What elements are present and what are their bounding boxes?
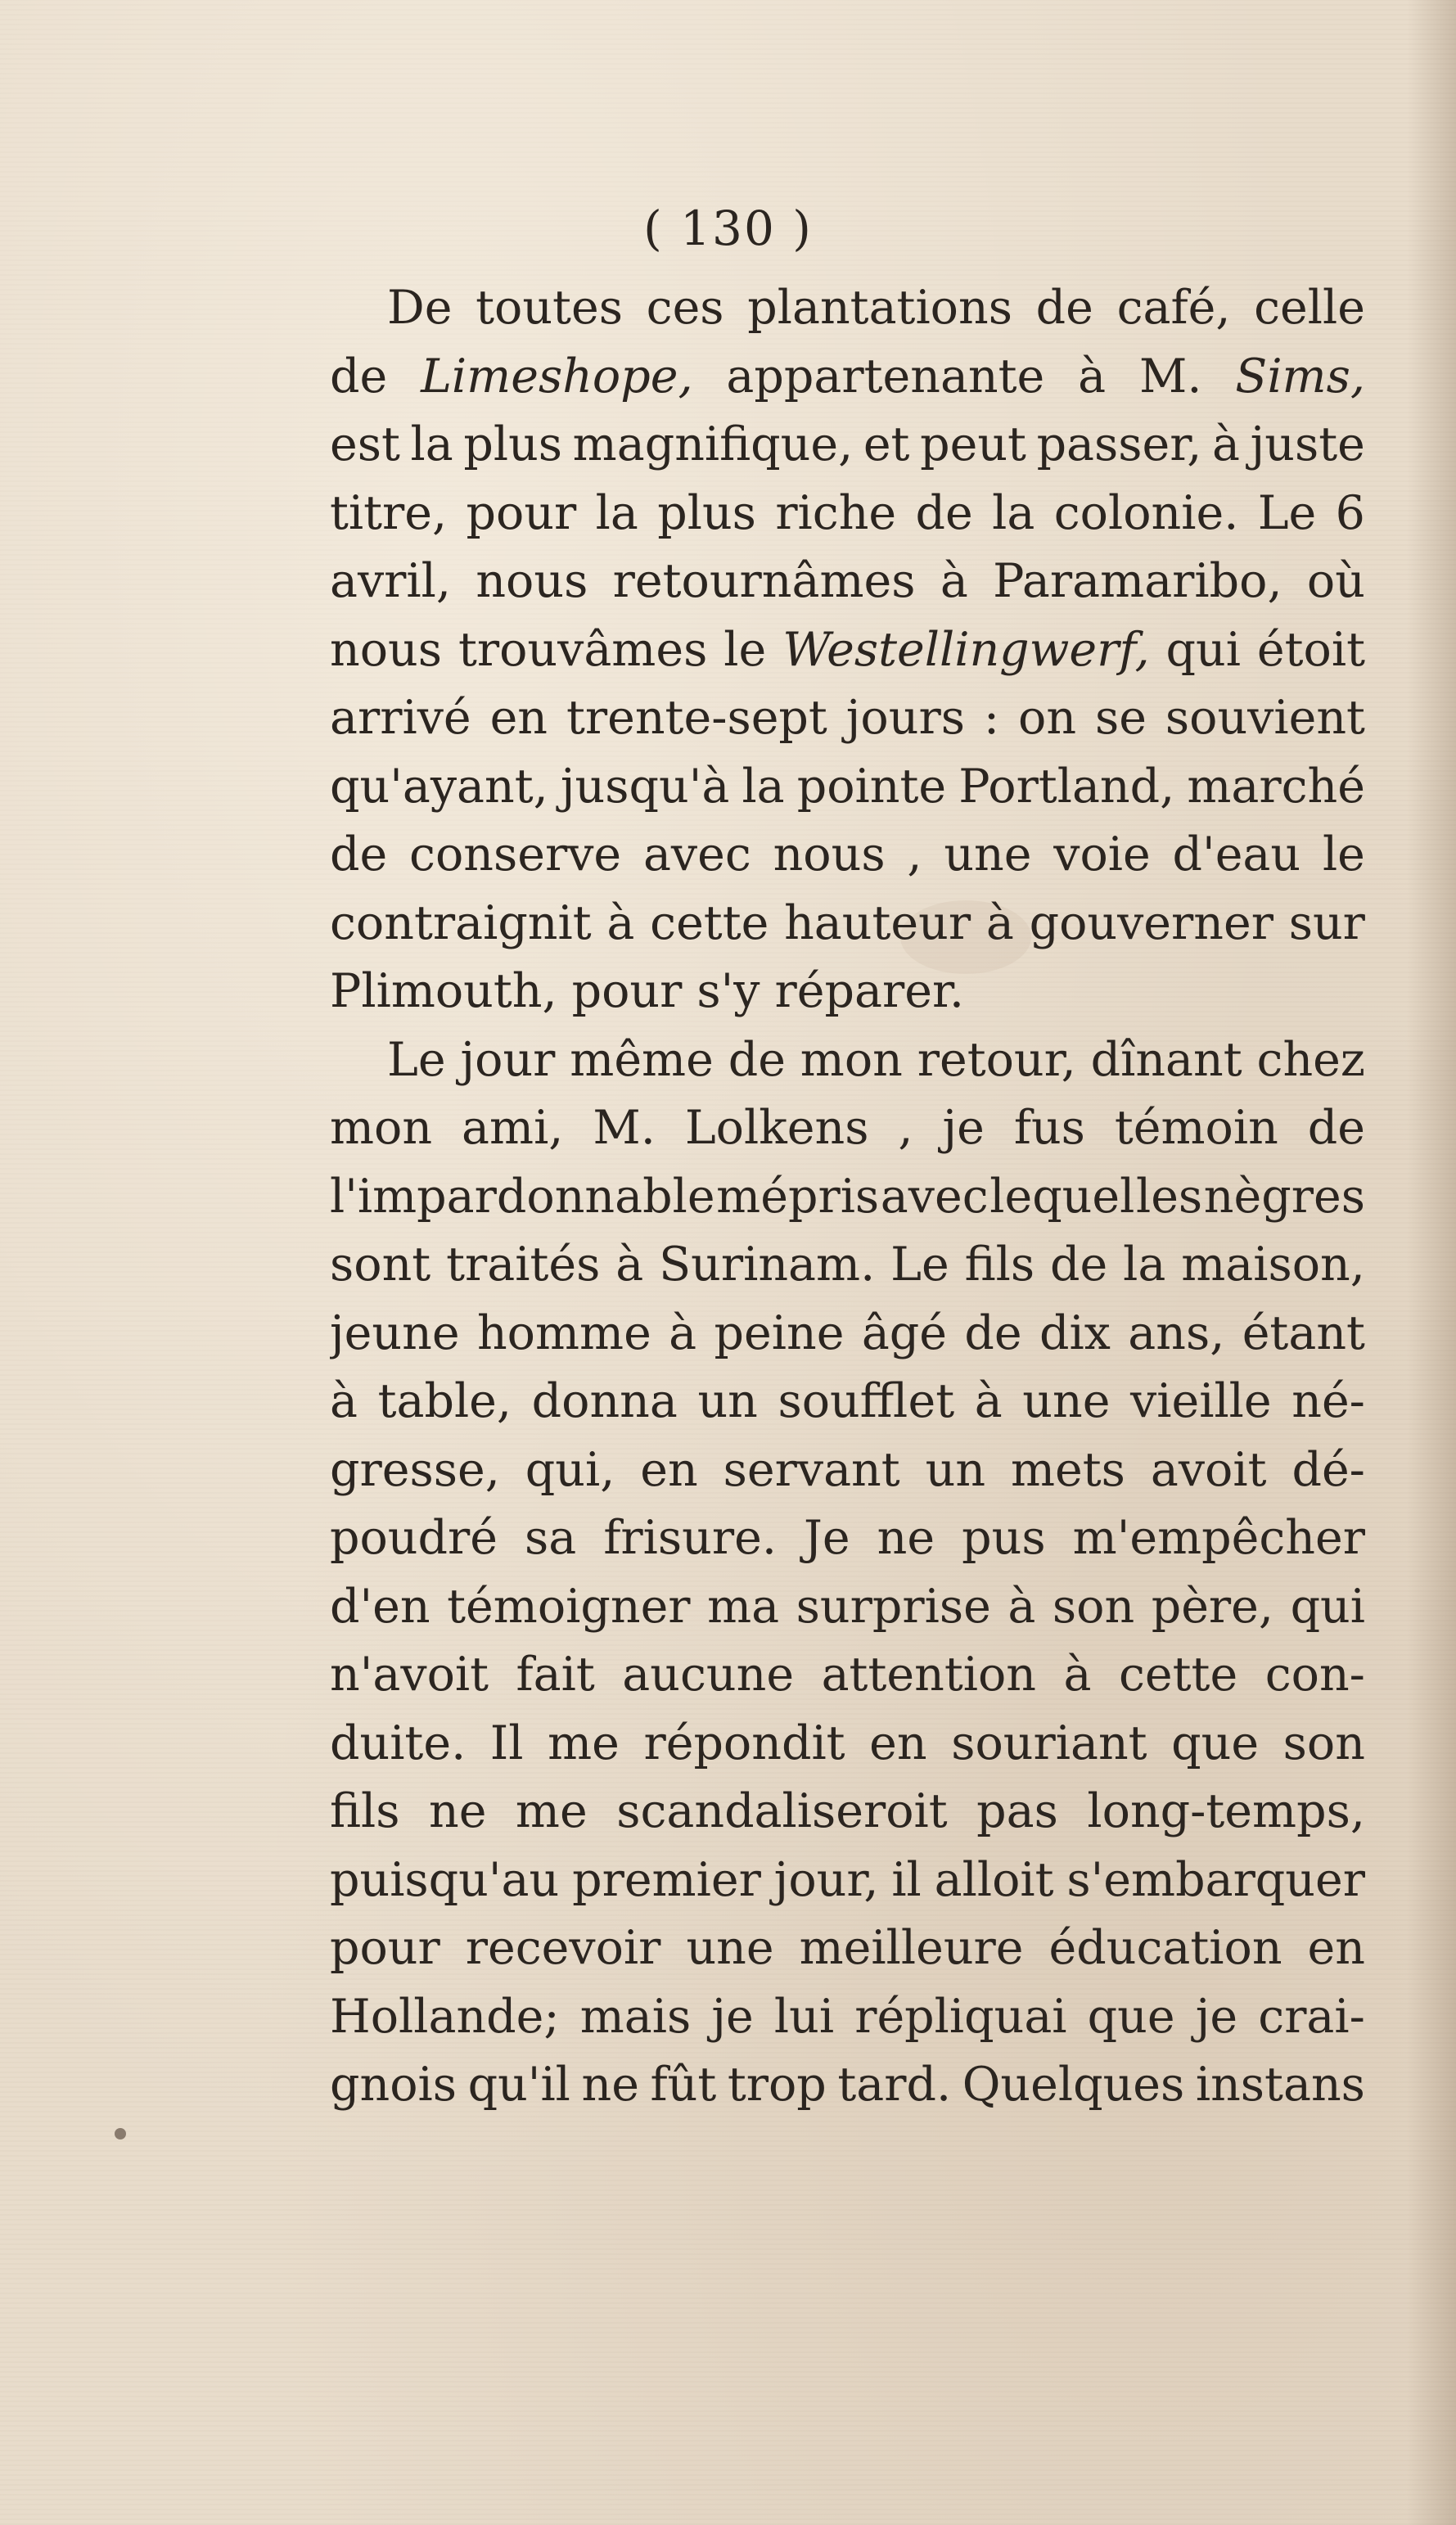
word: aucune (622, 1648, 795, 1702)
word: donna (531, 1374, 678, 1428)
word: fils (964, 1238, 1035, 1292)
word: mon (800, 1032, 903, 1087)
word: Quelques (962, 2058, 1185, 2112)
word: duite. (330, 1716, 467, 1770)
word: à (940, 554, 968, 608)
word: la (1123, 1238, 1166, 1292)
word: nous (330, 622, 442, 677)
word: homme (476, 1305, 651, 1360)
word: jour (460, 1032, 556, 1087)
text-line (330, 753, 1365, 822)
word: soufflet (778, 1374, 955, 1428)
word: pour (466, 485, 577, 540)
word: magnifique, (572, 417, 854, 471)
word: peut (920, 417, 1026, 471)
word: Plimouth, (330, 964, 557, 1018)
text-line (330, 411, 1365, 480)
text-line (330, 1914, 1365, 1983)
word: premier (572, 1852, 761, 1907)
page-number: ( 130 ) (643, 201, 813, 256)
word: de (330, 349, 388, 404)
word: nous (476, 554, 588, 608)
word: gnois (330, 2058, 457, 2112)
word: étoit (1256, 622, 1365, 677)
word: Le (890, 1238, 949, 1292)
word: à (615, 1238, 644, 1292)
word: ne (877, 1511, 935, 1565)
word: mon (330, 1101, 433, 1155)
word: chez (1256, 1032, 1365, 1087)
word: ans, (1128, 1305, 1225, 1360)
word: de (728, 1032, 786, 1087)
word: gouverner (1029, 895, 1273, 950)
word: Limeshope, (421, 349, 693, 404)
word: à (669, 1305, 697, 1360)
word: surprise (796, 1579, 991, 1634)
word: réparer. (774, 964, 965, 1018)
word: je (711, 1989, 754, 2044)
word: juste (1250, 417, 1365, 471)
word: trouvâmes (458, 622, 708, 677)
word: fus (1013, 1101, 1085, 1155)
word: trente-sept (566, 691, 827, 745)
page-edge-shadow (1407, 0, 1456, 2525)
word: avril, (330, 554, 452, 608)
word: M. (593, 1101, 656, 1155)
word: m'empêcher (1072, 1511, 1365, 1565)
word: sur (1288, 895, 1365, 950)
word: Portland, (958, 759, 1175, 814)
word: recevoir (465, 1921, 661, 1975)
text-line (330, 1641, 1365, 1710)
word: passer, (1036, 417, 1202, 471)
word: jusqu'à (560, 759, 730, 814)
word: jeune (330, 1305, 460, 1360)
word: une (1022, 1374, 1111, 1428)
word: l'impardonnable (330, 1169, 715, 1224)
word: plantations (747, 281, 1012, 335)
word: d'eau (1172, 827, 1301, 881)
word: fait (516, 1648, 595, 1702)
word: qu'il (467, 2058, 570, 2112)
text-line (330, 1300, 1365, 1368)
word: mais (579, 1989, 692, 2044)
word: Il (489, 1716, 524, 1770)
word: on (1018, 691, 1077, 745)
word: souvient (1165, 691, 1365, 745)
word: de (915, 485, 973, 540)
word: Je (804, 1511, 850, 1565)
word: jour, (773, 1852, 879, 1907)
text-line (330, 616, 1365, 685)
word: mépris (716, 1169, 880, 1224)
ink-spot (115, 2128, 126, 2139)
text-line (330, 1710, 1365, 1779)
text-line (330, 548, 1365, 616)
word: dé- (1291, 1442, 1365, 1497)
text-line (330, 343, 1365, 412)
word: nous (773, 827, 886, 881)
word: peine (714, 1305, 845, 1360)
text-line (330, 480, 1365, 548)
word: gresse, (330, 1442, 500, 1497)
word: est (330, 417, 400, 471)
word: à (606, 895, 635, 950)
word: la (595, 485, 638, 540)
word: conserve (409, 827, 622, 881)
word: Surinam. (659, 1238, 876, 1292)
word: répondit (643, 1716, 845, 1770)
word: s'embarquer (1066, 1852, 1365, 1907)
word: dînant (1090, 1032, 1242, 1087)
text-line (330, 958, 1365, 1026)
text-line (330, 1846, 1365, 1915)
word: alloit (934, 1852, 1054, 1907)
word: meilleure (799, 1921, 1024, 1975)
word: pour (330, 1921, 440, 1975)
word: titre, (330, 485, 448, 540)
word: 6 (1335, 485, 1365, 540)
word: celle (1254, 281, 1365, 335)
word: ne (581, 2058, 639, 2112)
word: pus (962, 1511, 1046, 1565)
word: instans (1195, 2058, 1365, 2112)
word: que (1087, 1989, 1175, 2044)
word: son (1052, 1579, 1135, 1634)
word: servant (723, 1442, 900, 1497)
text-line (330, 890, 1365, 958)
word: à (1212, 417, 1240, 471)
word: un (697, 1374, 758, 1428)
word: je (942, 1101, 985, 1155)
word: ne (428, 1784, 487, 1838)
word: hauteur (784, 895, 971, 950)
word: sa (525, 1511, 577, 1565)
word: n'avoit (330, 1648, 489, 1702)
text-line (330, 1436, 1365, 1505)
word: la (410, 417, 453, 471)
word: Paramaribo, (993, 554, 1282, 608)
word: maison, (1181, 1238, 1365, 1292)
text-line (330, 2051, 1365, 2120)
word: pointe (796, 759, 947, 814)
word: marché (1187, 759, 1365, 814)
word: Hollande; (330, 1989, 560, 2044)
word: avec (642, 827, 751, 881)
word: à (974, 1374, 1003, 1428)
word: me (548, 1716, 620, 1770)
word: dix (1039, 1305, 1111, 1360)
word: même (570, 1032, 714, 1087)
word: à (330, 1374, 358, 1428)
word: plus (657, 485, 756, 540)
word: âgé (861, 1305, 948, 1360)
word: le (1322, 827, 1365, 881)
word: en (1307, 1921, 1365, 1975)
word: de (964, 1305, 1022, 1360)
word: con- (1264, 1648, 1365, 1702)
word: ma (707, 1579, 780, 1634)
word: jours (845, 691, 965, 745)
word: , (898, 1101, 913, 1155)
word: sont (330, 1238, 431, 1292)
word: , (907, 827, 922, 881)
word: scandaliseroit (616, 1784, 948, 1838)
word: arrivé (330, 691, 471, 745)
word: me (515, 1784, 588, 1838)
word: : (983, 691, 1000, 745)
word: en (489, 691, 548, 745)
word: cette (650, 895, 769, 950)
word: s'y (696, 964, 760, 1018)
word: Westellingwerf, (782, 622, 1150, 677)
word: long-temps, (1087, 1784, 1365, 1838)
word: poudré (330, 1511, 498, 1565)
word: un (925, 1442, 986, 1497)
word: qui, (525, 1442, 615, 1497)
word: le (723, 622, 767, 677)
word: de (1307, 1101, 1365, 1155)
word: qu'ayant, (330, 759, 548, 814)
word: une (944, 827, 1032, 881)
word: Le (1257, 485, 1317, 540)
text-line (330, 821, 1365, 890)
text-line (330, 1231, 1365, 1300)
word: je (1195, 1989, 1238, 2044)
word: puisqu'au (330, 1852, 560, 1907)
word: voie (1053, 827, 1151, 881)
word: plus (463, 417, 563, 471)
word: traités (446, 1238, 601, 1292)
word: Le (387, 1032, 446, 1087)
text-line (330, 274, 1365, 343)
word: en (869, 1716, 927, 1770)
word: appartenante (726, 349, 1045, 404)
word: père, (1151, 1579, 1274, 1634)
word: étant (1242, 1305, 1365, 1360)
word: à (985, 895, 1014, 950)
word: café, (1116, 281, 1231, 335)
word: que (1171, 1716, 1260, 1770)
word: il (891, 1852, 922, 1907)
word: et (863, 417, 910, 471)
word: qui (1290, 1579, 1365, 1634)
word: de (330, 827, 388, 881)
word: son (1282, 1716, 1365, 1770)
word: vieille (1130, 1374, 1272, 1428)
word: crai- (1258, 1989, 1365, 2044)
word: avoit (1150, 1442, 1267, 1497)
word: attention (821, 1648, 1036, 1702)
text-line (330, 1163, 1365, 1232)
word: colonie. (1053, 485, 1239, 540)
word: De (387, 281, 453, 335)
word: cette (1119, 1648, 1238, 1702)
word: éducation (1048, 1921, 1282, 1975)
word: ces (646, 281, 724, 335)
word: toutes (476, 281, 623, 335)
word: où (1306, 554, 1365, 608)
word: les (1135, 1169, 1203, 1224)
word: pour (571, 964, 683, 1018)
word: ami, (462, 1101, 564, 1155)
word: table, (377, 1374, 512, 1428)
word: lequel (989, 1169, 1135, 1224)
text-line (330, 1368, 1365, 1436)
word: M. (1138, 349, 1202, 404)
text-line (330, 1504, 1365, 1573)
text-line (330, 1094, 1365, 1163)
word: contraignit (330, 895, 592, 950)
word: souriant (951, 1716, 1147, 1770)
word: la (742, 759, 785, 814)
word: riche (775, 485, 897, 540)
word: à (1007, 1579, 1036, 1634)
word: fils (330, 1784, 400, 1838)
word: frisure. (603, 1511, 777, 1565)
text-line (330, 1983, 1365, 2052)
word: né- (1291, 1374, 1365, 1428)
word: témoin (1114, 1101, 1278, 1155)
word: Lolkens (684, 1101, 869, 1155)
word: fût (650, 2058, 717, 2112)
text-line (330, 1026, 1365, 1095)
word: d'en (330, 1579, 430, 1634)
text-line (330, 684, 1365, 753)
word: retour, (917, 1032, 1076, 1087)
word: nègres (1203, 1169, 1365, 1224)
word: retournâmes (612, 554, 916, 608)
word: à (1078, 349, 1107, 404)
word: à (1063, 1648, 1092, 1702)
word: répliquai (854, 1989, 1067, 2044)
word: tard. (837, 2058, 952, 2112)
word: une (686, 1921, 774, 1975)
text-line (330, 1778, 1365, 1846)
word: de (1035, 281, 1093, 335)
word: se (1094, 691, 1147, 745)
word: témoigner (447, 1579, 691, 1634)
word: qui (1165, 622, 1241, 677)
text-line (330, 1573, 1365, 1642)
word: de (1049, 1238, 1108, 1292)
word: trop (727, 2058, 827, 2112)
word: pas (976, 1784, 1058, 1838)
word: en (640, 1442, 698, 1497)
word: la (992, 485, 1035, 540)
word: lui (773, 1989, 835, 2044)
word: Sims, (1235, 349, 1365, 404)
word: mets (1010, 1442, 1125, 1497)
body-text (330, 274, 1365, 2120)
word: avec (880, 1169, 989, 1224)
